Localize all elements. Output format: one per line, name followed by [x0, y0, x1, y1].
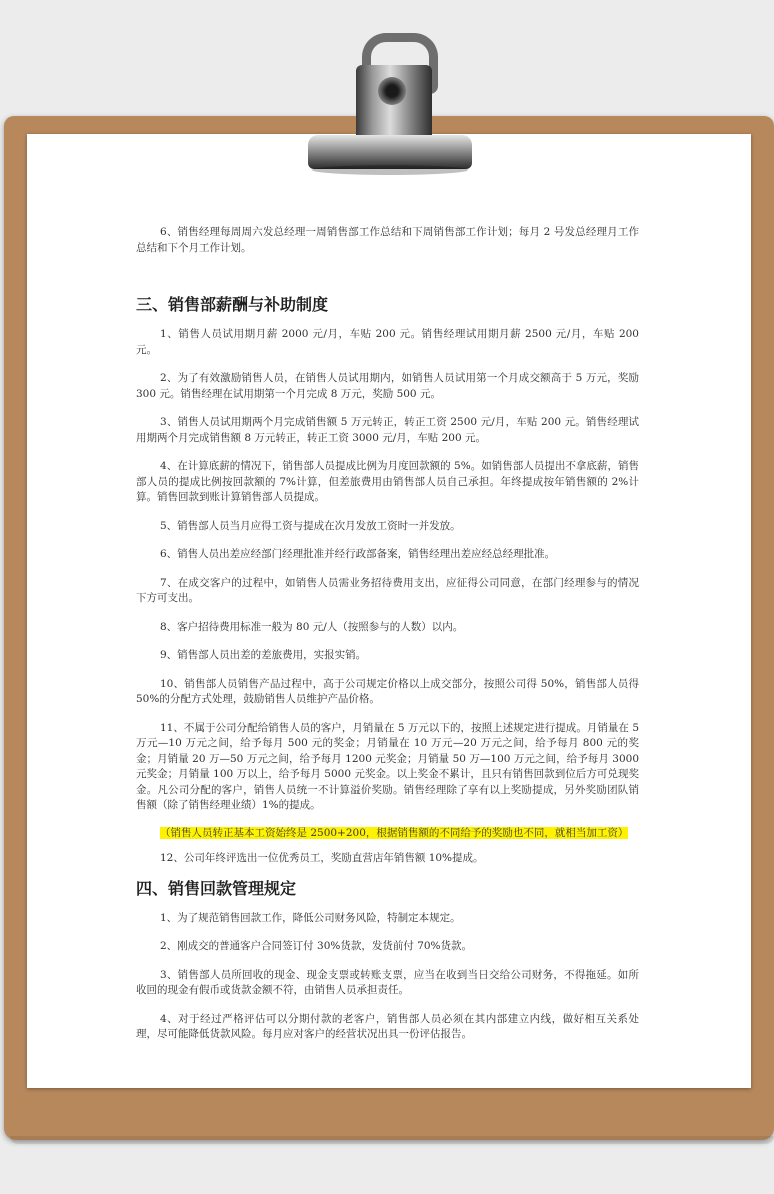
- document-content: [136, 225, 639, 1043]
- paragraph-salary-8: 8、客户招待费用标准一般为 80 元/人（按照参与的人数）以内。: [160, 620, 464, 633]
- paragraph-collection-4: 4、对于经过严格评估可以分期付款的老客户，销售部人员必须在其内部建立内线，做好相互关系处理，尽可能降低货款风险。每月应对客户的经营状况出具一份评估报告。: [136, 1012, 639, 1040]
- paragraph-salary-3: 3、销售人员试用期两个月完成销售额 5 万元转正，转正工资 2500 元/月，车贴 200 元。销售经理试用期两个月完成销售额 8 万元转正，转正工资 3000 元/月，车贴 200 元。: [136, 416, 639, 444]
- paragraph-collection-2: 2、刚成交的普通客户合同签订付 30%货款，发货前付 70%货款。: [160, 940, 473, 952]
- paragraph-collection-3: 3、销售部人员所回收的现金、现金支票或转账支票，应当在收到当日交给公司财务，不得拖延。如所收回的现金有假币或货款金额不符，由销售人员承担责任。: [136, 968, 639, 996]
- paragraph-salary-10: 10、销售部人员销售产品过程中，高于公司规定价格以上成交部分，按照公司得 50%，销售部人员得 50%的分配方式处理，鼓励销售人员维护产品价格。: [136, 677, 639, 705]
- paragraph-salary-4: 4、在计算底薪的情况下，销售部人员提成比例为月度回款额的 5%。如销售部人员提出不拿底薪，销售部人员的提成比例按回款额的 7%计算，但差旅费用由销售部人员自己承担。年终提成按年销售额的 2%计算。销售回款到账计算销售部人员提成。: [136, 460, 639, 503]
- binder-clip-icon: [300, 25, 480, 180]
- paragraph-salary-7: 7、在成交客户的过程中，如销售人员需业务招待费用支出，应征得公司同意，在部门经理参与的情况下方可支出。: [136, 576, 639, 604]
- section-heading-collection: 四、销售回款管理规定: [136, 878, 297, 898]
- clipboard-shadow: [10, 1136, 774, 1144]
- paragraph-salary-1: 1、销售人员试用期月薪 2000 元/月，车贴 200 元。销售经理试用期月薪 2500 元/月，车贴 200 元。: [136, 328, 639, 356]
- paragraph-salary-9: 9、销售部人员出差的差旅费用，实报实销。: [160, 649, 367, 661]
- paragraph-salary-12: 12、公司年终评选出一位优秀员工，奖励直营店年销售额 10%提成。: [160, 852, 484, 864]
- highlighted-text: （销售人员转正基本工资始终是 2500+200，根据销售额的不同给予的奖励也不同，就相当加工资）: [160, 826, 629, 839]
- paragraph-salary-5: 5、销售部人员当月应得工资与提成在次月发放工资时一并发放。: [160, 519, 461, 532]
- paragraph-salary-11: 11、不属于公司分配给销售人员的客户，月销量在 5 万元以下的，按照上述规定进行提成。月销量在 5 万元—10 万元之间，给予每月 500 元的奖金；月销量在 10 万元—20 万元之间，给予每月 800 元的奖金；月销量 20 万—50 万元之间，给予每月 1200 元奖金；月销量 50 万—100 万元之间，给予每月 3000 元奖金；月销量 100 万以上，给予每月 5000 元奖金。以上奖金不累计，且只有销售回款到位后方可兑现奖金。凡公司分配的客户，销售人员统一不计算溢价奖励。销售经理除了享有以上奖励提成，另外奖励团队销售额（除了销售经理业绩）1%的提成。: [136, 721, 639, 811]
- paragraph-salary-6: 6、销售人员出差应经部门经理批准并经行政部备案，销售经理出差应经总经理批准。: [160, 548, 556, 560]
- paragraph-collection-1: 1、为了规范销售回款工作，降低公司财务风险，特制定本规定。: [160, 911, 461, 924]
- paragraph-salary-2: 2、为了有效激励销售人员，在销售人员试用期内，如销售人员试用第一个月成交额高于 5 万元，奖励 300 元。销售经理在试用期第一个月完成 8 万元，奖励 500 元。: [136, 372, 639, 400]
- section-heading-salary: 三、销售部薪酬与补助制度: [136, 295, 329, 314]
- paragraph-weekly-report: 6、销售经理每周周六发总经理一周销售部工作总结和下周销售部工作计划；每月 2 号发总经理月工作总结和下个月工作计划。: [136, 226, 639, 254]
- highlight-note: [136, 826, 639, 842]
